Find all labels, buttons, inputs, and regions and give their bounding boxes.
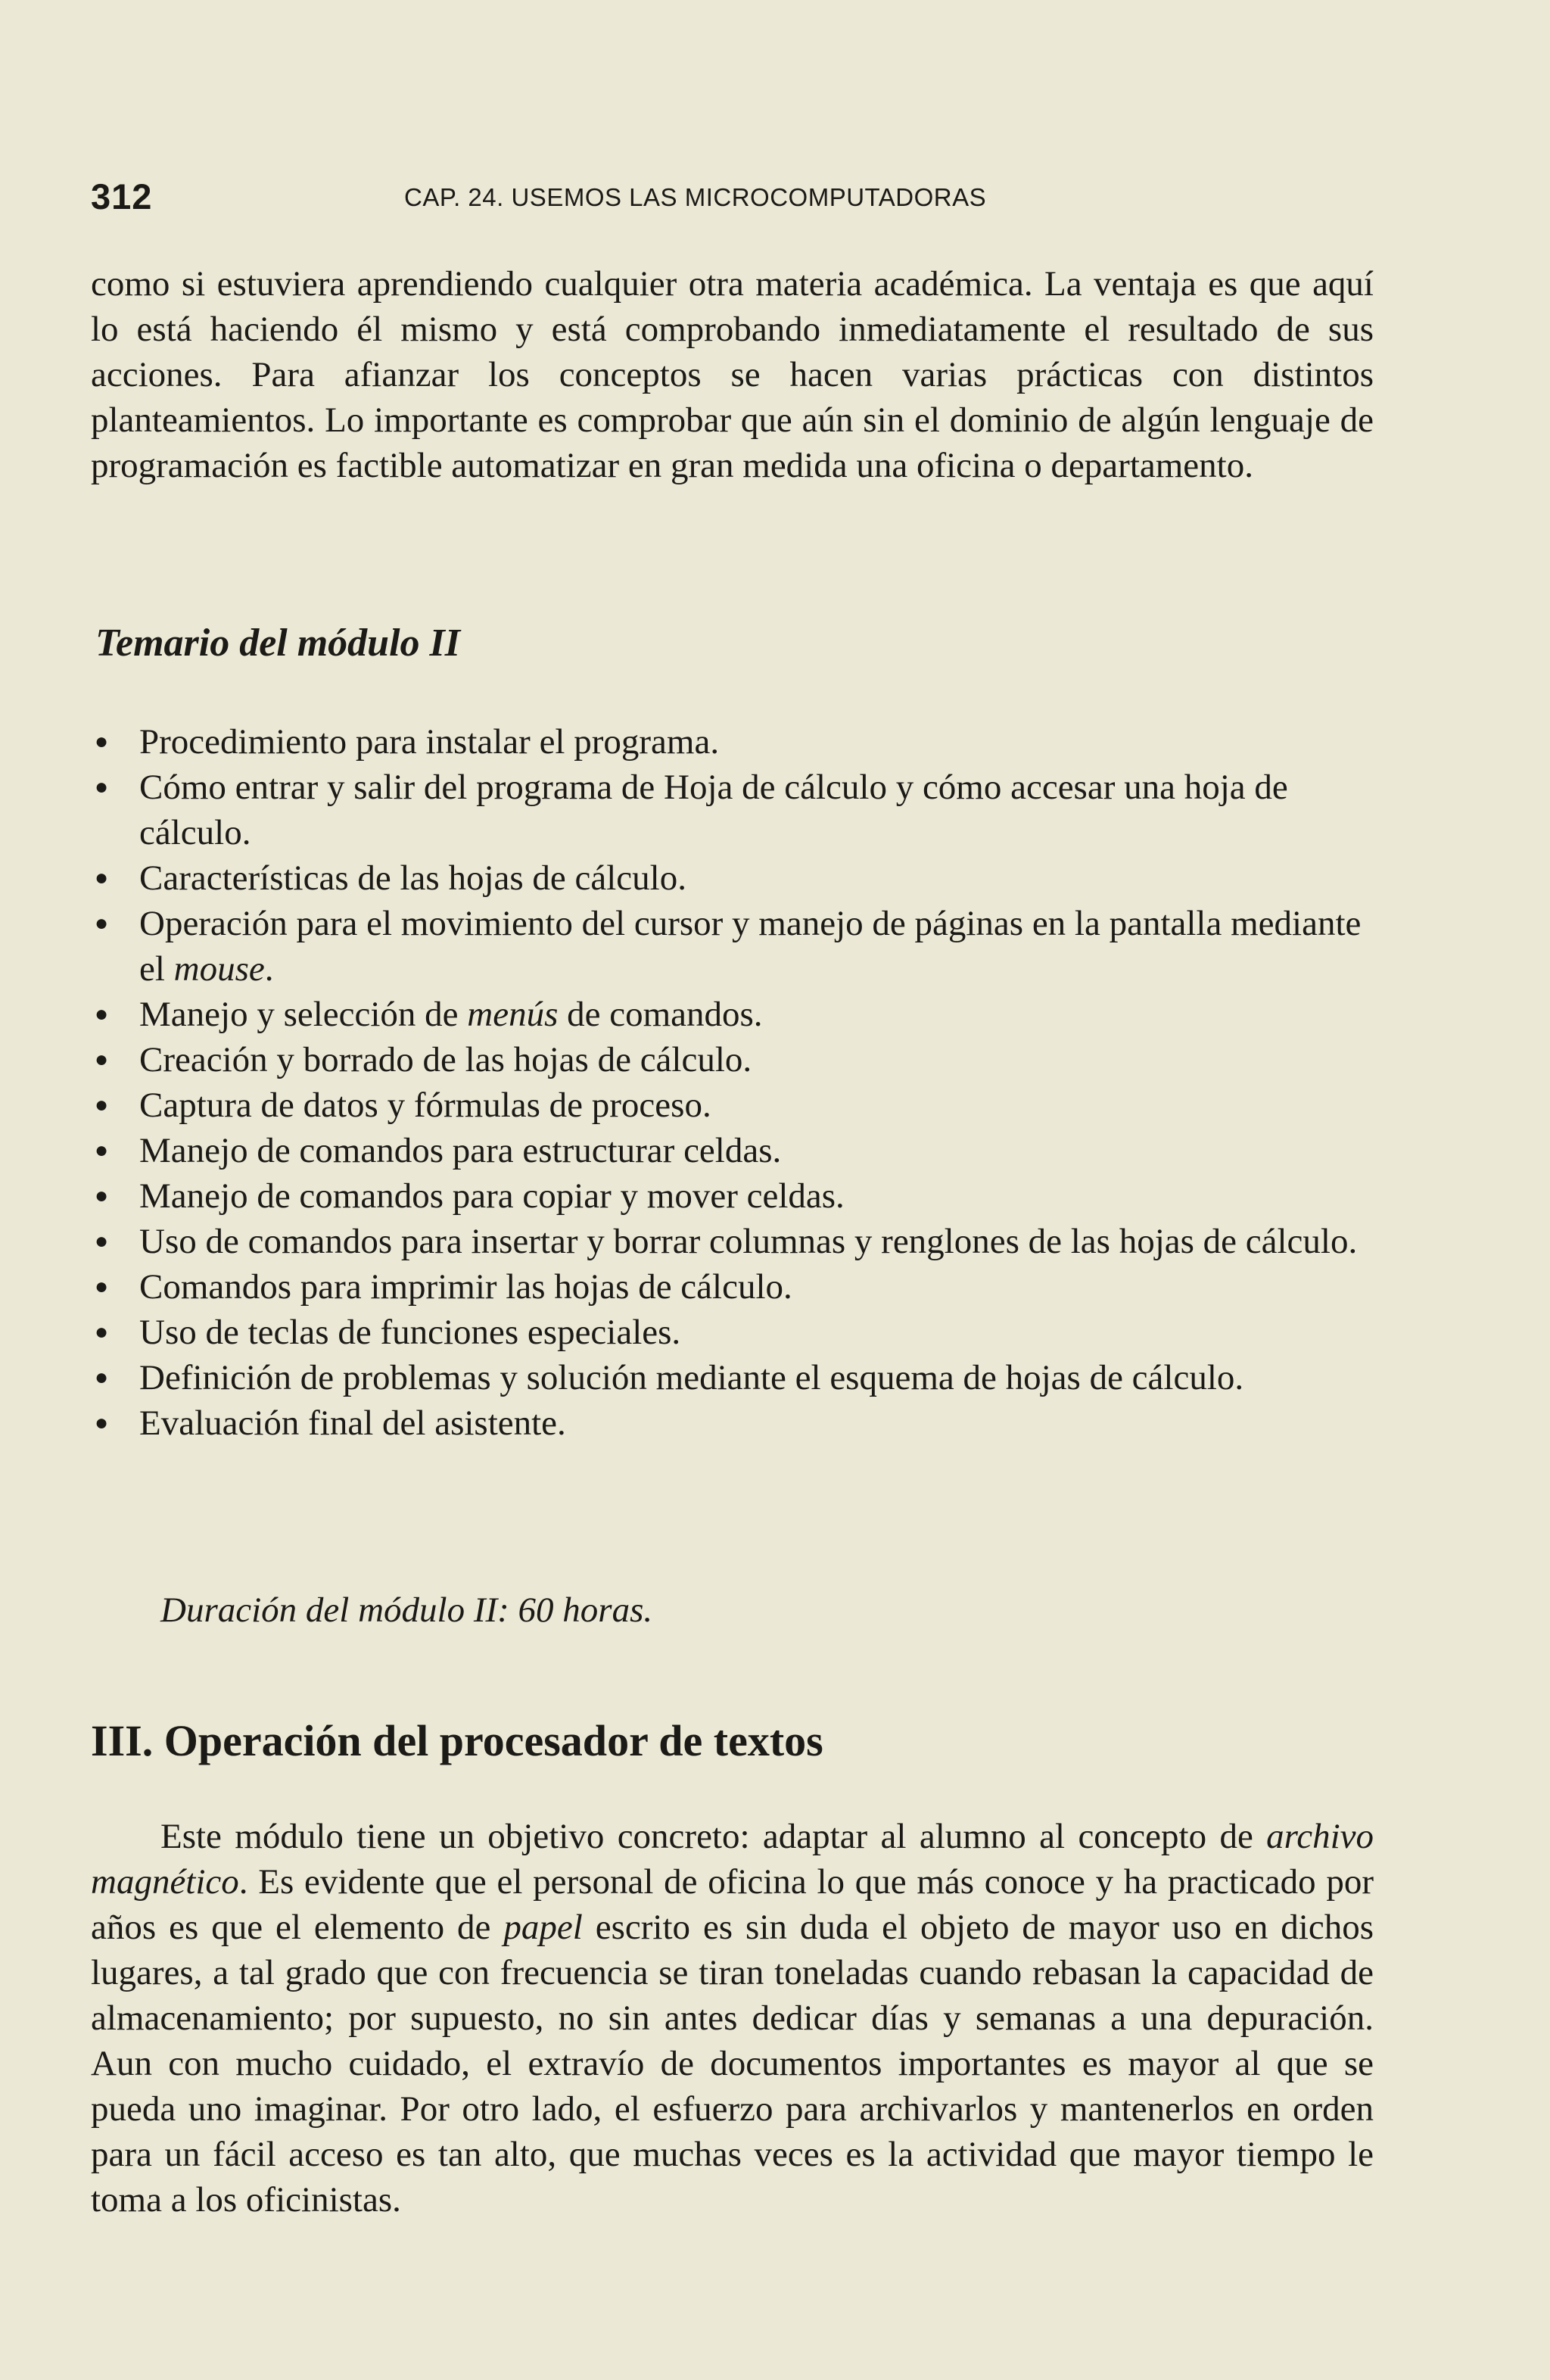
list-item: ● Uso de comandos para insertar y borrar columnas y renglones de las hojas de cálculo. — [91, 1219, 1377, 1264]
module-2-topic-list — [91, 719, 1377, 1446]
emphasis-papel: papel — [503, 1908, 583, 1947]
list-item: ● Evaluación final del asistente. — [91, 1400, 1377, 1446]
running-head: CAP. 24. USEMOS LAS MICROCOMPUTADORAS — [404, 183, 987, 211]
bullet-icon: ● — [94, 729, 109, 754]
list-item: ● Cómo entrar y salir del programa de Hoja de cálculo y cómo accesar una hoja de cálculo. — [91, 765, 1377, 855]
list-item: ● Comandos para imprimir las hojas de cálculo. — [91, 1264, 1377, 1310]
list-item: ● Operación para el movimiento del cursor y manejo de páginas en la pantalla mediante el mouse. — [91, 901, 1377, 992]
bullet-icon: ● — [94, 1229, 109, 1254]
intro-paragraph-block — [91, 261, 1374, 488]
bullet-icon: ● — [94, 1092, 109, 1117]
list-item: ● Manejo de comandos para copiar y mover celdas. — [91, 1173, 1377, 1219]
list-item: ● Uso de teclas de funciones especiales. — [91, 1310, 1377, 1355]
list-item: ● Creación y borrado de las hojas de cálculo. — [91, 1037, 1377, 1083]
bullet-icon: ● — [94, 865, 109, 890]
section-3-title: III. Operación del procesador de textos — [91, 1716, 823, 1765]
module-2-duration: Duración del módulo II: 60 horas. — [160, 1590, 653, 1630]
list-item: ● Captura de datos y fórmulas de proceso. — [91, 1083, 1377, 1128]
list-item: ● Definición de problemas y solución mediante el esquema de hojas de cálculo. — [91, 1355, 1377, 1400]
section-3-paragraph: Este módulo tiene un objetivo concreto: adaptar al alumno al concepto de archivo magnético. Es evidente que el personal de oficina lo que más conoce y ha practicado por años es que el elemento de papel escrito es sin duda el objeto de mayor uso en dichos lugares, a tal grado que con frecuencia se tiran toneladas cuando rebasan la capacidad de almacenamiento; por supuesto, no sin antes dedicar días y semanas a una depuración. Aun con mucho cuidado, el extravío de documentos importantes es mayor al que se pueda uno imaginar. Por otro lado, el esfuerzo para archivarlos y mantenerlos en orden para un fácil acceso es tan alto, que muchas veces es la actividad que mayor tiempo le toma a los oficinistas. — [91, 1817, 1374, 2220]
module-2-title: Temario del módulo II — [95, 621, 461, 665]
emphasis-archivo-magnetico: archivo magnético — [91, 1817, 1374, 1902]
list-item: ● Manejo de comandos para estructurar celdas. — [91, 1128, 1377, 1173]
bullet-icon: ● — [94, 1047, 109, 1072]
bullet-icon: ● — [94, 1274, 109, 1299]
bullet-icon: ● — [94, 1138, 109, 1163]
bullet-icon: ● — [94, 911, 109, 936]
intro-paragraph: como si estuviera aprendiendo cualquier otra materia académica. La ventaja es que aquí lo está haciendo él mismo y está comprobando inmediatamente el resultado de sus acciones. Para afianzar los conceptos se hacen varias prácticas con distintos planteamientos. Lo importante es comprobar que aún sin el dominio de algún lenguaje de programación es factible automatizar en gran medida una oficina o departamento. — [91, 264, 1374, 485]
bullet-icon: ● — [94, 1319, 109, 1344]
bullet-icon: ● — [94, 1410, 109, 1435]
list-item: ● Manejo y selección de menús de comandos. — [91, 992, 1377, 1037]
bullet-icon: ● — [94, 774, 109, 799]
page-number: 312 — [91, 176, 153, 217]
bullet-icon: ● — [94, 1365, 109, 1390]
bullet-icon: ● — [94, 1002, 109, 1026]
list-item: ● Características de las hojas de cálculo. — [91, 855, 1377, 901]
bullet-icon: ● — [94, 1183, 109, 1208]
list-item: ● Procedimiento para instalar el programa. — [91, 719, 1377, 765]
section-3-paragraph-block — [91, 1814, 1374, 2223]
